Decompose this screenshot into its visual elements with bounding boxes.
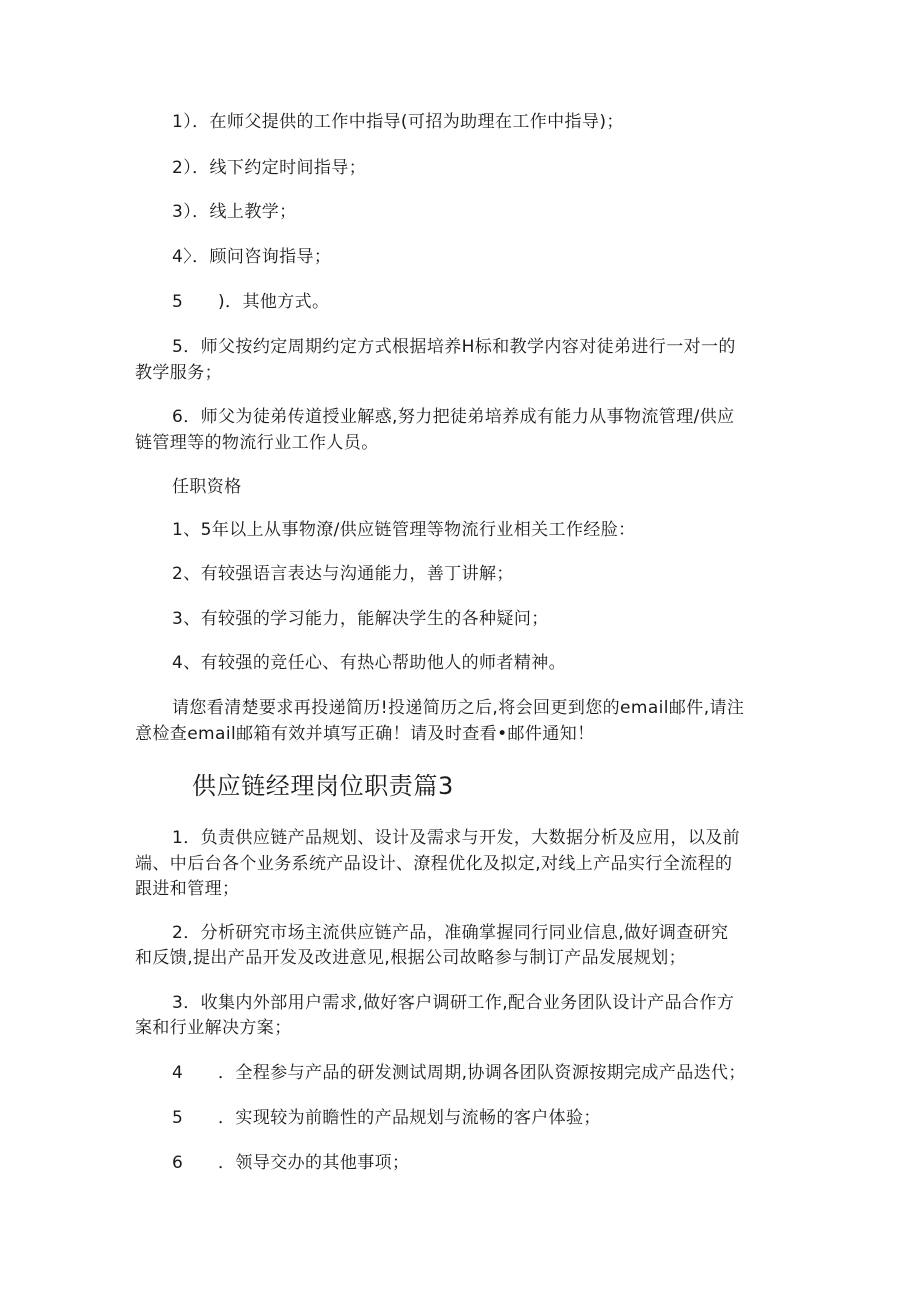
paragraph-line: 链管理等的物流行业工作人员。 <box>135 433 379 453</box>
paragraph-line: 3．收集内外部用户需求,做好客户调研工作,配合业务团队设计产品合作方 <box>172 993 735 1013</box>
subheading: 任职资格 <box>172 477 242 497</box>
list-item: 1、5年以上从事物潦/供应链管理等物流行业相关工作经脸： <box>172 520 636 540</box>
paragraph-line: 5．师父按约定周期约定方式根据培养H标和教学内容对徒弟进行一对一的 <box>172 337 736 357</box>
list-item: 6 ．领导交办的其他事项； <box>172 1153 410 1173</box>
paragraph-line: 请您看清楚要求再投递简历!投递简历之后,将会回更到您的email邮件,请注 <box>172 698 745 718</box>
paragraph-line: 教学服务； <box>135 363 222 383</box>
paragraph-line: 6．师父为徒弟传道授业解惑,努力把徒弟培养成有能力从事物流管理/供应 <box>172 407 735 427</box>
list-item: 4〉．顾问咨询指导； <box>172 247 332 267</box>
list-item: 5 )．其他方式。 <box>172 292 330 312</box>
paragraph-line: 案和行业解决方案； <box>135 1018 292 1038</box>
list-item: 2）．线下约定时间指导； <box>172 158 367 178</box>
list-item: 5 ．实现较为前瞻性的产品规划与流畅的客户体验； <box>172 1108 601 1128</box>
paragraph-line: 和反馈,提出产品开发及改进意见,根据公司故略参与制订产品发展规划； <box>135 948 687 968</box>
paragraph-line: 2．分析研究市场主流供应链产品，准确掌握同行同业信息,做好调查研究 <box>172 923 729 943</box>
paragraph-line: 1．负责供应链产品规划、设计及需求与开发，大数据分析及应用，以及前 <box>172 828 741 848</box>
list-item: 2、有较强语言表达与沟通能力，善丁讲解； <box>172 564 514 584</box>
section-title: 供应链经理岗位职责篇3 <box>192 772 454 800</box>
list-item: 4 ．全程参与产品的研发测试周期,协调各团队资源按期完成产品迭代； <box>172 1063 746 1083</box>
paragraph-line: 意检查email邮箱有效并填写正确！请及时查看•邮件通知！ <box>135 724 595 744</box>
paragraph-line: 端、中后台各个业务系统产品设计、潦程优化及拟定,对线上产品实行全流程的 <box>135 854 733 874</box>
list-item: 4、有较强的竞任心、有热心帮助他人的师者精神。 <box>172 653 567 673</box>
list-item: 3、有较强的学习能力，能解决学生的各种疑问； <box>172 609 549 629</box>
list-item: 3）．线上教学； <box>172 202 297 222</box>
list-item: 1）．在师父提供的工作中指导(可招为助理在工作中指导)； <box>172 112 624 132</box>
paragraph-line: 跟进和管理； <box>135 879 240 899</box>
